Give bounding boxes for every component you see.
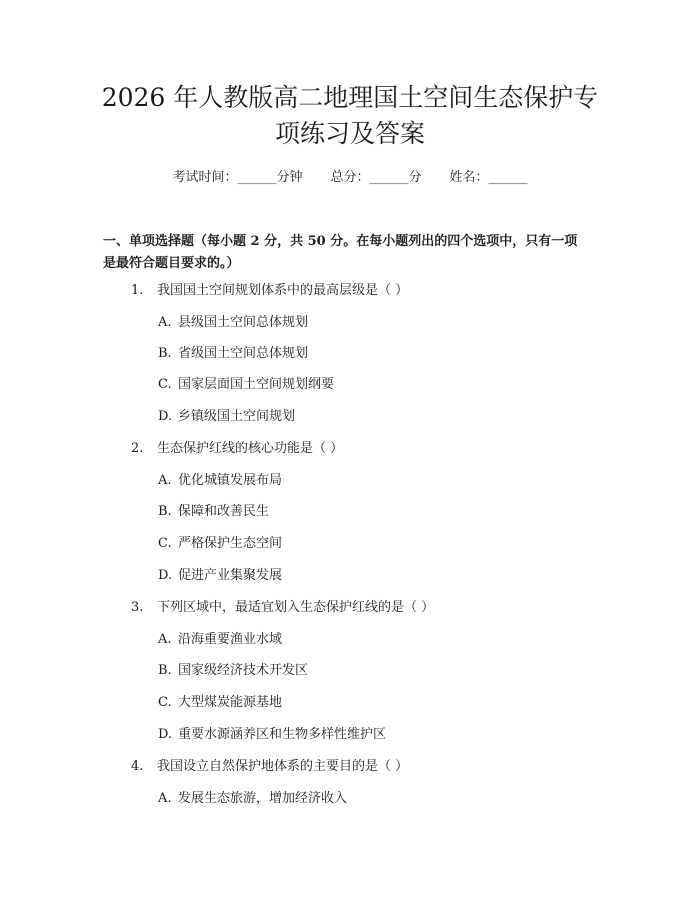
option-text: 县级国土空间总体规划 — [178, 315, 309, 330]
question-1-option-c — [158, 375, 598, 395]
option-letter: B. — [158, 663, 172, 678]
question-number: 3. — [131, 600, 144, 615]
option-letter: A. — [158, 473, 172, 488]
section-heading-line-1: 一、单项选择题（每小题 2 分，共 50 分。在每小题列出的四个选项中，只有一项 — [103, 234, 578, 249]
option-letter: A. — [158, 791, 172, 806]
exam-time: 考试时间：______分钟 — [172, 170, 303, 185]
option-letter: A. — [158, 632, 172, 647]
option-text: 保障和改善民生 — [178, 504, 270, 519]
option-letter: D. — [158, 727, 173, 742]
student-name: 姓名：______ — [449, 170, 528, 185]
total-score: 总分：______分 — [330, 170, 422, 185]
option-letter: D. — [158, 568, 173, 583]
option-text: 重要水源涵养区和生物多样性维护区 — [178, 727, 387, 742]
option-text: 严格保护生态空间 — [178, 536, 283, 551]
question-2-option-d — [158, 566, 598, 586]
question-2-option-c — [158, 534, 598, 554]
question-text: 我国设立自然保护地体系的主要目的是（ ） — [157, 759, 409, 774]
option-text: 国家级经济技术开发区 — [178, 663, 309, 678]
question-number: 4. — [131, 759, 144, 774]
question-2-option-a — [158, 471, 598, 491]
question-1-option-d — [158, 407, 598, 427]
question-2-option-b — [158, 502, 598, 522]
question-number: 2. — [131, 441, 144, 456]
option-text: 国家层面国土空间规划纲要 — [178, 377, 335, 392]
question-text: 下列区域中，最适宜划入生态保护红线的是（ ） — [157, 600, 435, 615]
option-text: 优化城镇发展布局 — [178, 473, 283, 488]
exam-info — [0, 168, 700, 188]
option-text: 沿海重要渔业水域 — [178, 632, 283, 647]
question-text: 生态保护红线的核心功能是（ ） — [157, 441, 344, 456]
question-1-option-a — [158, 313, 598, 333]
question-3 — [131, 598, 591, 618]
question-4 — [131, 757, 591, 777]
option-text: 大型煤炭能源基地 — [178, 695, 283, 710]
option-letter: C. — [158, 536, 172, 551]
option-letter: C. — [158, 377, 172, 392]
option-text: 发展生态旅游，增加经济收入 — [178, 791, 348, 806]
section-heading-line-2: 是最符合题目要求的。） — [103, 256, 240, 271]
option-letter: A. — [158, 315, 172, 330]
question-1 — [131, 281, 591, 301]
option-letter: B. — [158, 504, 172, 519]
question-3-option-d — [158, 725, 598, 745]
document-title-line-1: 2026 年人教版高二地理国土空间生态保护专 — [101, 83, 599, 112]
option-text: 省级国土空间总体规划 — [178, 346, 309, 361]
question-1-option-b — [158, 344, 598, 364]
option-letter: B. — [158, 346, 172, 361]
option-letter: D. — [158, 409, 173, 424]
question-3-option-a — [158, 630, 598, 650]
document-title-line-2: 项练习及答案 — [274, 119, 425, 148]
question-2 — [131, 439, 591, 459]
option-text: 乡镇级国土空间规划 — [178, 409, 296, 424]
question-text: 我国国土空间规划体系中的最高层级是（ ） — [157, 283, 409, 298]
option-text: 促进产业集聚发展 — [178, 568, 283, 583]
question-4-option-a — [158, 789, 598, 809]
question-3-option-c — [158, 693, 598, 713]
question-number: 1. — [131, 283, 144, 298]
question-3-option-b — [158, 661, 598, 681]
option-letter: C. — [158, 695, 172, 710]
